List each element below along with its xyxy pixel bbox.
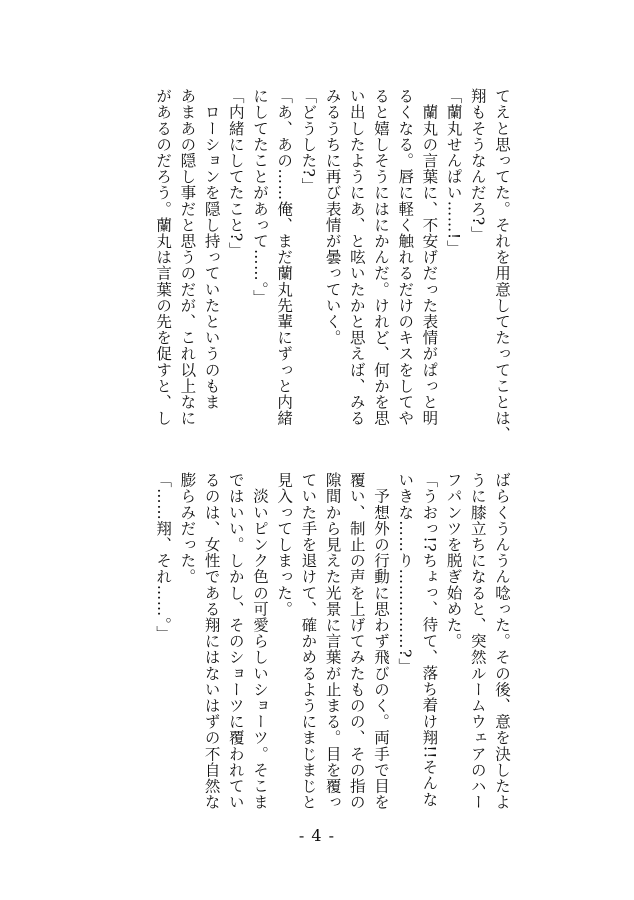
- text-line: 覆い、制止の声を上げてみたものの、その指の: [347, 472, 366, 811]
- text-line: 「内緒にしてたこと?」: [226, 88, 245, 258]
- text-line: い出したようにあ、と呟いたかと思えば、みる: [347, 88, 366, 427]
- text-line: 蘭丸の言葉に、不安げだった表情がぱっと明: [420, 88, 439, 427]
- text-line: 「……翔、それ……。」: [154, 472, 173, 642]
- text-line: いきな……り……………?」: [396, 472, 415, 675]
- text-line: 膨らみだった。: [178, 472, 197, 585]
- text-line: るくなる。唇に軽く触れるだけのキスをしてや: [396, 88, 415, 427]
- text-line: 「どうした?」: [299, 88, 318, 194]
- text-line: にしてたことがあって……。」: [250, 88, 269, 306]
- text-line: みるうちに再び表情が曇っていく。: [323, 88, 342, 346]
- text-line: ると嬉しそうにはにかんだ。けれど、何かを思: [371, 88, 390, 427]
- text-line: フパンツを脱ぎ始めた。: [444, 472, 463, 650]
- text-line: あまあの隠し事だと思うのだが、これ以上なに: [178, 88, 197, 427]
- text-line: てえと思ってた。それを用意してたってことは、: [493, 88, 511, 443]
- text-line: 予想外の行動に思わず飛びのく。両手で目を: [371, 472, 390, 811]
- text-line: 「あ、あの……俺、まだ蘭丸先輩にずっと内緒: [275, 88, 294, 427]
- text-line: 「蘭丸せんぱい……!」: [444, 88, 463, 256]
- text-line: 淡いピンク色の可愛らしいショーツ。そこま: [250, 472, 269, 811]
- text-line: があるのだろう。蘭丸は言葉の先を促すと、し: [154, 88, 173, 427]
- text-line: るのは、女性である翔にはないはずの不自然な: [202, 472, 221, 811]
- text-line: 隙間から見えた光景に言葉が止まる。目を覆っ: [323, 472, 342, 811]
- text-line: ローションを隠し持っていたというのもま: [202, 88, 221, 410]
- text-line: うに膝立ちになると、突然ルームウェアのハー: [468, 472, 487, 811]
- text-line: 見入ってしまった。: [275, 472, 294, 617]
- text-block-bottom: [144, 472, 514, 827]
- text-line: 翔もそうなんだろ?」: [468, 88, 487, 242]
- text-line: ばらくうんうん唸った。その後、意を決したよ: [493, 472, 511, 811]
- text-line: 「うおっ!?ちょっ、待て、落ち着け翔!!そんな: [420, 472, 439, 808]
- text-block-top: [144, 88, 514, 443]
- page-number: - 4 -: [298, 826, 336, 845]
- text-line: ではいい。しかし、そのショーツに覆われてい: [226, 472, 245, 811]
- text-line: ていた手を退けて、確かめるようにまじまじと: [299, 472, 318, 811]
